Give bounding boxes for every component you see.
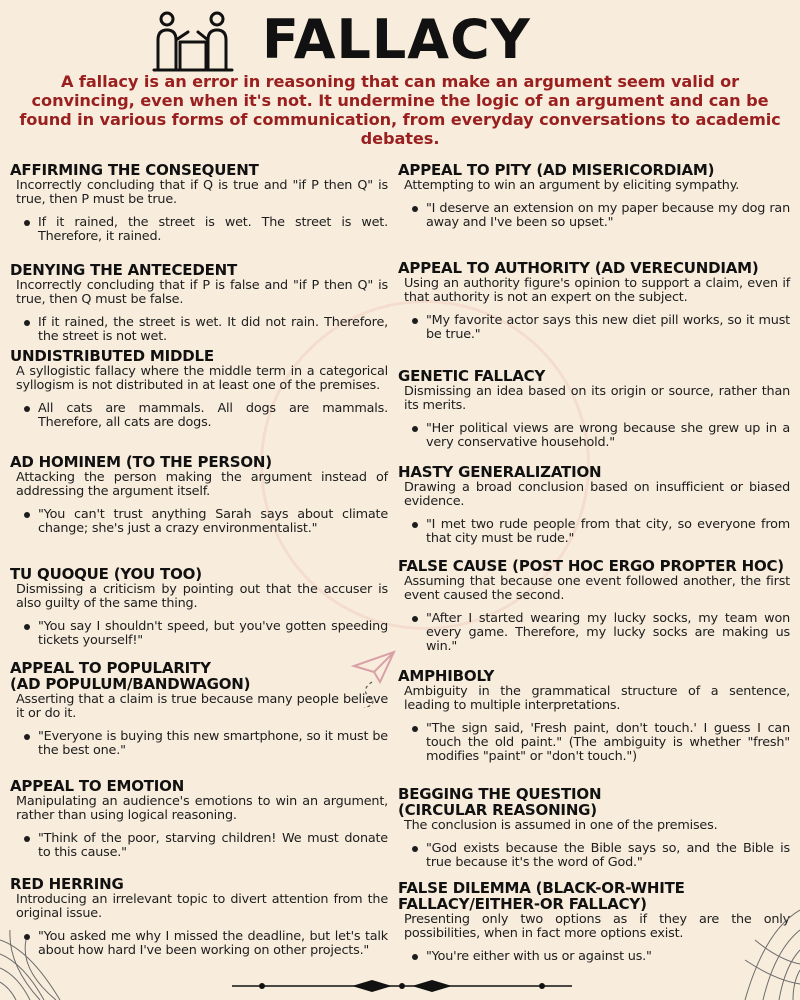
ornament-divider-icon <box>232 976 572 996</box>
corner-scribble-icon <box>0 920 70 1000</box>
fallacy-example-text: "Everyone is buying this new smartphone, so it must be the best one." <box>38 729 388 758</box>
bullet-icon <box>24 512 30 518</box>
fallacy-description: A syllogistic fallacy where the middle term in a categorical syllogism is not distributed in at least one of the premises. <box>16 364 388 393</box>
fallacy-example-text: "My favorite actor says this new diet pill works, so it must be true." <box>426 313 790 342</box>
fallacy-description: Incorrectly concluding that if Q is true and "if P then Q" is true, then P must be true. <box>16 178 388 207</box>
bullet-icon <box>24 320 30 326</box>
fallacy-description: Manipulating an audience's emotions to win an argument, rather than using logical reasoning. <box>16 794 388 823</box>
fallacy-example-text: If it rained, the street is wet. The street is wet. Therefore, it rained. <box>38 215 388 244</box>
fallacy-description: Incorrectly concluding that if P is false and "if P then Q" is true, then Q must be false. <box>16 278 388 307</box>
fallacy-heading-subtitle: FALLACY/EITHER-OR FALLACY) <box>398 895 647 913</box>
bullet-icon <box>412 522 418 528</box>
fallacy-tu-quoque <box>10 566 388 648</box>
bullet-icon <box>412 726 418 732</box>
bullet-icon <box>24 624 30 630</box>
fallacy-heading: TU QUOQUE (YOU TOO) <box>10 565 202 583</box>
fallacy-heading: AD HOMINEM (TO THE PERSON) <box>10 453 272 471</box>
fallacy-begging-the-question <box>398 786 790 870</box>
fallacy-heading: DENYING THE ANTECEDENT <box>10 261 238 279</box>
fallacy-description: Attempting to win an argument by eliciting sympathy. <box>404 178 740 193</box>
bullet-icon <box>24 836 30 842</box>
bullet-icon <box>24 220 30 226</box>
fallacy-example-text: "After I started wearing my lucky socks, my team won every game. Therefore, my lucky socks are making us win." <box>426 611 790 654</box>
fallacy-affirming-the-consequent <box>10 162 388 244</box>
fallacy-description: Asserting that a claim is true because many people believe it or do it. <box>16 692 388 721</box>
fallacy-example <box>10 832 388 860</box>
fallacy-hasty-generalization <box>398 464 790 546</box>
fallacy-example <box>398 950 790 964</box>
fallacy-example <box>398 422 790 450</box>
fallacy-heading-subtitle: (CIRCULAR REASONING) <box>398 801 597 819</box>
fallacy-example <box>398 612 790 654</box>
fallacy-example <box>10 216 388 244</box>
fallacy-example-text: "Her political views are wrong because she grew up in a very conservative household." <box>426 421 790 450</box>
fallacy-heading: GENETIC FALLACY <box>398 367 546 385</box>
fallacy-heading: AMPHIBOLY <box>398 667 495 685</box>
fallacy-example-text: "God exists because the Bible says so, and the Bible is true because it's the word of God." <box>426 841 790 870</box>
bullet-icon <box>412 616 418 622</box>
fallacy-description: Dismissing a criticism by pointing out that the accuser is also guilty of the same thing. <box>16 582 388 611</box>
fallacy-false-cause <box>398 558 790 654</box>
fallacy-example-text: "You say I shouldn't speed, but you've gotten speeding tickets yourself!" <box>38 619 388 648</box>
fallacy-heading: APPEAL TO EMOTION <box>10 777 185 795</box>
corner-scribble-icon <box>735 900 800 1000</box>
fallacy-genetic-fallacy <box>398 368 790 450</box>
fallacy-description: Dismissing an idea based on its origin or source, rather than its merits. <box>404 384 790 413</box>
fallacy-heading: AFFIRMING THE CONSEQUENT <box>10 161 259 179</box>
fallacy-example <box>398 842 790 870</box>
fallacy-example-text: "The sign said, 'Fresh paint, don't touch.' I guess I can touch the old paint." (The ambiguity is whether "fresh" modifies "paint" or "don't touch.") <box>426 721 790 764</box>
fallacy-example <box>10 730 388 758</box>
fallacy-example <box>10 620 388 648</box>
fallacy-heading: UNDISTRIBUTED MIDDLE <box>10 347 214 365</box>
fallacy-description: Using an authority figure's opinion to support a claim, even if that authority is not an expert on the subject. <box>404 276 790 305</box>
fallacy-example-text: All cats are mammals. All dogs are mammals. Therefore, all cats are dogs. <box>38 401 388 430</box>
fallacy-heading: RED HERRING <box>10 875 124 893</box>
bullet-icon <box>412 954 418 960</box>
fallacy-appeal-to-popularity <box>10 660 388 758</box>
fallacy-heading: APPEAL TO AUTHORITY (AD VERECUNDIAM) <box>398 259 759 277</box>
fallacy-example <box>398 722 790 764</box>
fallacy-false-dilemma <box>398 880 790 964</box>
fallacy-denying-the-antecedent <box>10 262 388 344</box>
fallacy-example <box>10 508 388 536</box>
fallacy-example <box>398 314 790 342</box>
fallacy-example-text: "I deserve an extension on my paper because my dog ran away and I've been so upset." <box>426 201 790 230</box>
fallacy-heading: APPEAL TO POPULARITY <box>10 659 211 677</box>
fallacy-example <box>10 402 388 430</box>
fallacy-description: Drawing a broad conclusion based on insufficient or biased evidence. <box>404 480 790 509</box>
fallacy-description: Presenting only two options as if they are the only possibilities, when in fact more options exist. <box>404 912 790 941</box>
fallacy-heading-subtitle: (AD POPULUM/BANDWAGON) <box>10 675 251 693</box>
fallacy-undistributed-middle <box>10 348 388 430</box>
fallacy-example-text: "I met two rude people from that city, so everyone from that city must be rude." <box>426 517 790 546</box>
fallacy-example-text: If it rained, the street is wet. It did not rain. Therefore, the street is not wet. <box>38 315 388 344</box>
fallacy-ad-hominem <box>10 454 388 536</box>
bullet-icon <box>412 426 418 432</box>
fallacy-amphiboly <box>398 668 790 764</box>
fallacy-description: Introducing an irrelevant topic to divert attention from the original issue. <box>16 892 388 921</box>
fallacy-appeal-to-pity <box>398 162 790 230</box>
bullet-icon <box>24 406 30 412</box>
fallacy-heading: BEGGING THE QUESTION <box>398 785 602 803</box>
fallacy-heading: HASTY GENERALIZATION <box>398 463 602 481</box>
people-debate-icon <box>150 10 236 72</box>
bullet-icon <box>412 846 418 852</box>
fallacy-example <box>398 202 790 230</box>
fallacy-heading: APPEAL TO PITY (AD MISERICORDIAM) <box>398 161 715 179</box>
fallacy-heading: FALSE DILEMMA (BLACK-OR-WHITE <box>398 879 685 897</box>
bullet-icon <box>24 734 30 740</box>
bullet-icon <box>412 318 418 324</box>
fallacy-example-text: "You're either with us or against us." <box>426 949 652 964</box>
fallacy-appeal-to-authority <box>398 260 790 342</box>
paper-plane-icon <box>350 648 400 708</box>
fallacy-example <box>398 518 790 546</box>
page-title: FALLACY <box>262 8 531 71</box>
fallacy-example <box>10 316 388 344</box>
fallacy-description: The conclusion is assumed in one of the premises. <box>404 818 718 833</box>
fallacy-heading: FALSE CAUSE (POST HOC ERGO PROPTER HOC) <box>398 557 784 575</box>
fallacy-description: Ambiguity in the grammatical structure of a sentence, leading to multiple interpretations. <box>404 684 790 713</box>
fallacy-example-text: "You asked me why I missed the deadline, but let's talk about how hard I've been working on other projects." <box>38 929 388 958</box>
bullet-icon <box>412 206 418 212</box>
fallacy-description: Assuming that because one event followed another, the first event caused the second. <box>404 574 790 603</box>
header <box>0 6 800 74</box>
intro-text: A fallacy is an error in reasoning that can make an argument seem valid or convincing, even when it's not. It undermine the logic of an argument and can be found in various forms of communication, from everyday conversations to academic debates. <box>19 72 781 148</box>
fallacy-example-text: "Think of the poor, starving children! We must donate to this cause." <box>38 831 388 860</box>
fallacy-example-text: "You can't trust anything Sarah says about climate change; she's just a crazy environmentalist." <box>38 507 388 536</box>
fallacy-description: Attacking the person making the argument instead of addressing the argument itself. <box>16 470 388 499</box>
fallacy-appeal-to-emotion <box>10 778 388 860</box>
